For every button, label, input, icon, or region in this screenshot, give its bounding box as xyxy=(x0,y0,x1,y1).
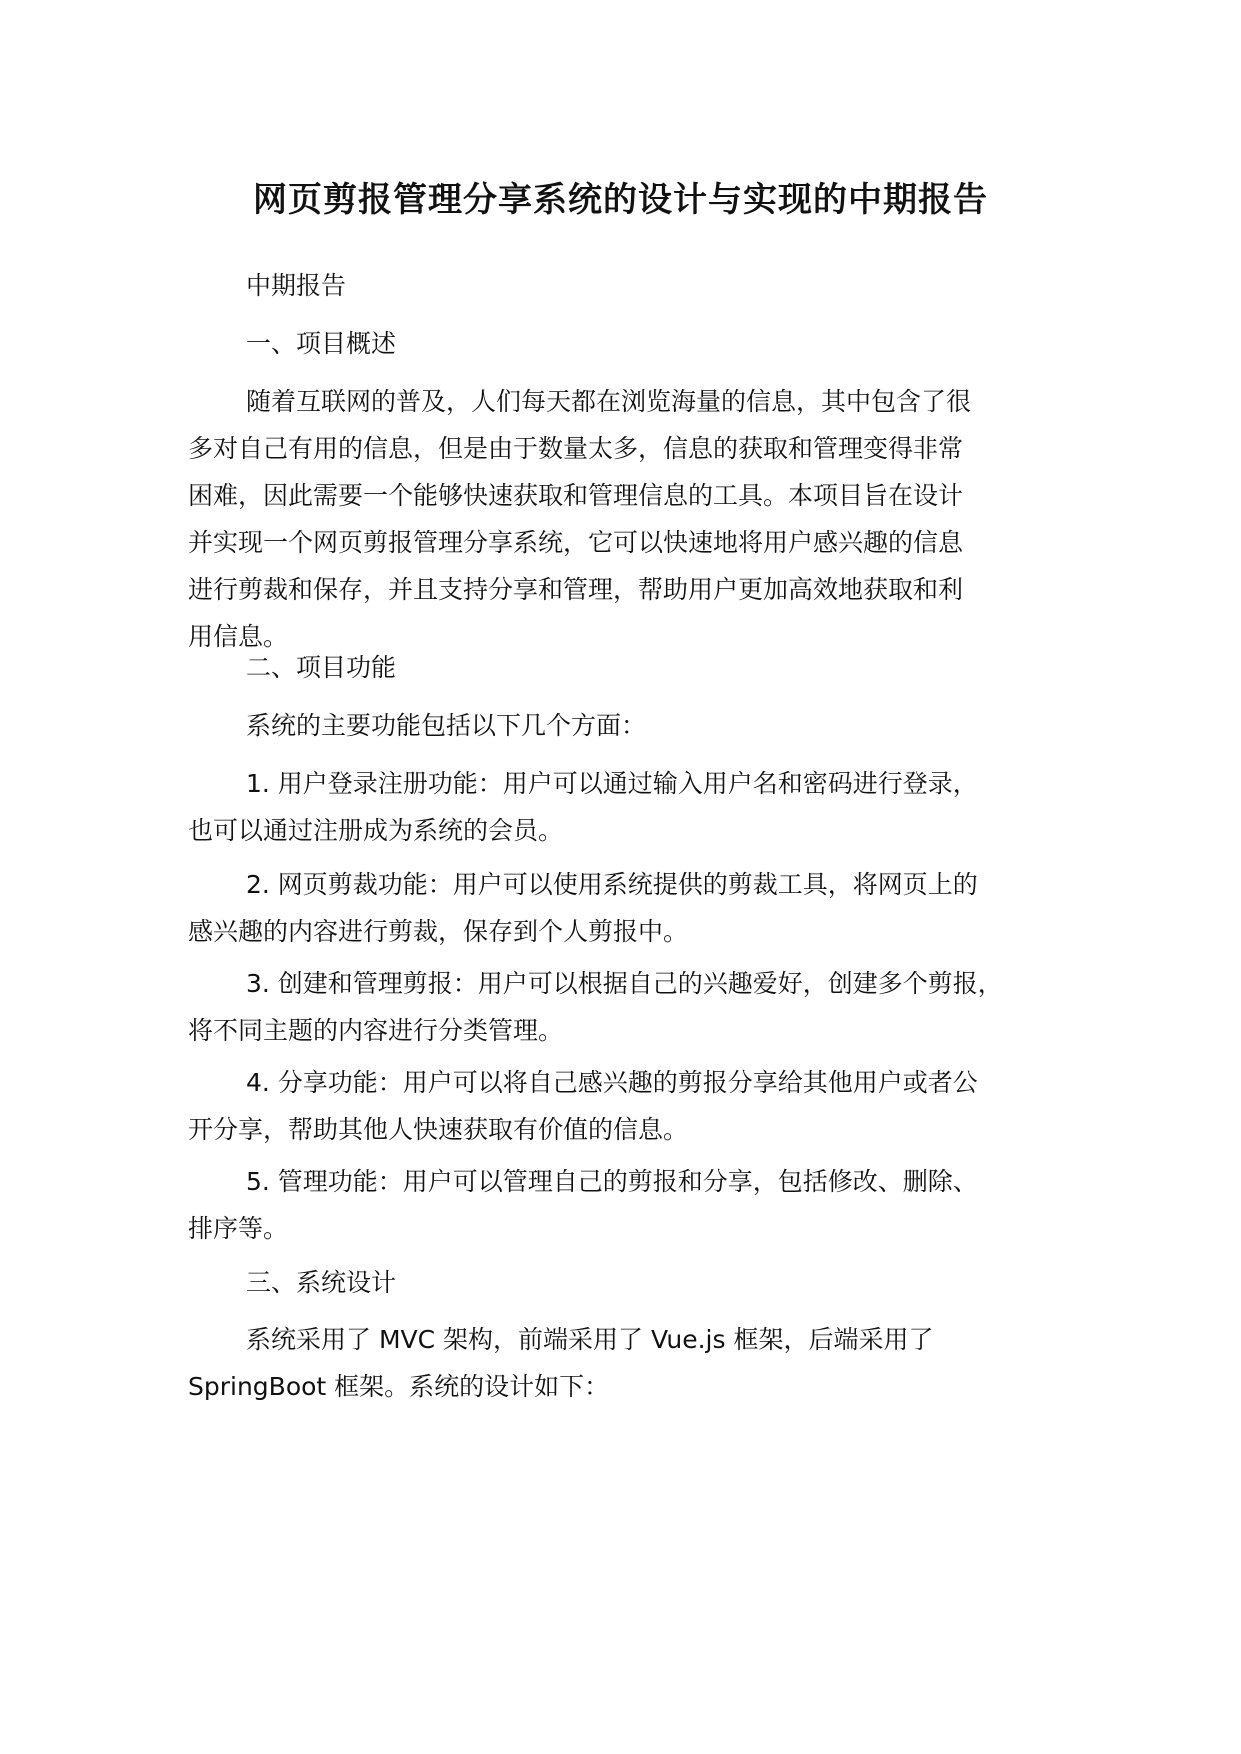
section-1-paragraph: 随着互联网的普及，人们每天都在浏览海量的信息，其中包含了很 多对自己有用的信息，但是由于数量太多，信息的获取和管理变得非常 困难，因此需要一个能够快速获取和管理信息的工具。本项目旨在设计 并实现一个网页剪报管理分享系统，它可以快速地将用户感兴趣的信息 进行剪裁和保存，并且支持分享和管理，帮助用户更加高效地获取和利 用信息。 xyxy=(188,387,972,651)
section-1-heading: 一、项目概述 xyxy=(246,329,397,358)
section-2-intro: 系统的主要功能包括以下几个方面： xyxy=(246,711,647,740)
section-2-heading-block xyxy=(188,644,1078,691)
section-1-body-block xyxy=(188,378,1078,660)
function-item: 2. 网页剪裁功能：用户可以使用系统提供的剪裁工具，将网页上的 感兴趣的内容进行剪裁，保存到个人剪报中。 xyxy=(188,870,978,946)
function-item: 3. 创建和管理剪报：用户可以根据自己的兴趣爱好，创建多个剪报， 将不同主题的内容进行分类管理。 xyxy=(188,969,1003,1045)
section-1-heading-block xyxy=(188,320,1078,367)
function-item: 4. 分享功能：用户可以将自己感兴趣的剪报分享给其他用户或者公 开分享，帮助其他人快速获取有价值的信息。 xyxy=(188,1068,978,1144)
function-item-1-block xyxy=(188,760,1078,854)
function-item-2-block xyxy=(188,861,1078,955)
section-3-paragraph: 系统采用了 MVC 架构，前端采用了 Vue.js 框架，后端采用了 SpringBoot 框架。系统的设计如下： xyxy=(188,1325,934,1401)
function-item-5-block xyxy=(188,1158,1078,1252)
document-title: 网页剪报管理分享系统的设计与实现的中期报告 xyxy=(253,180,988,220)
section-2-intro-block xyxy=(188,702,1078,749)
section-3-heading-block xyxy=(188,1259,1078,1306)
report-label-block xyxy=(188,262,1078,309)
section-3-body-block xyxy=(188,1316,1078,1410)
function-item: 5. 管理功能：用户可以管理自己的剪报和分享，包括修改、删除、 排序等。 xyxy=(188,1167,978,1243)
report-label: 中期报告 xyxy=(246,271,347,300)
section-3-heading: 三、系统设计 xyxy=(246,1268,397,1297)
function-item-3-block xyxy=(188,960,1078,1054)
function-item-4-block xyxy=(188,1059,1078,1153)
section-2-heading: 二、项目功能 xyxy=(246,653,397,682)
function-item: 1. 用户登录注册功能：用户可以通过输入用户名和密码进行登录， 也可以通过注册成为系统的会员。 xyxy=(188,769,978,845)
